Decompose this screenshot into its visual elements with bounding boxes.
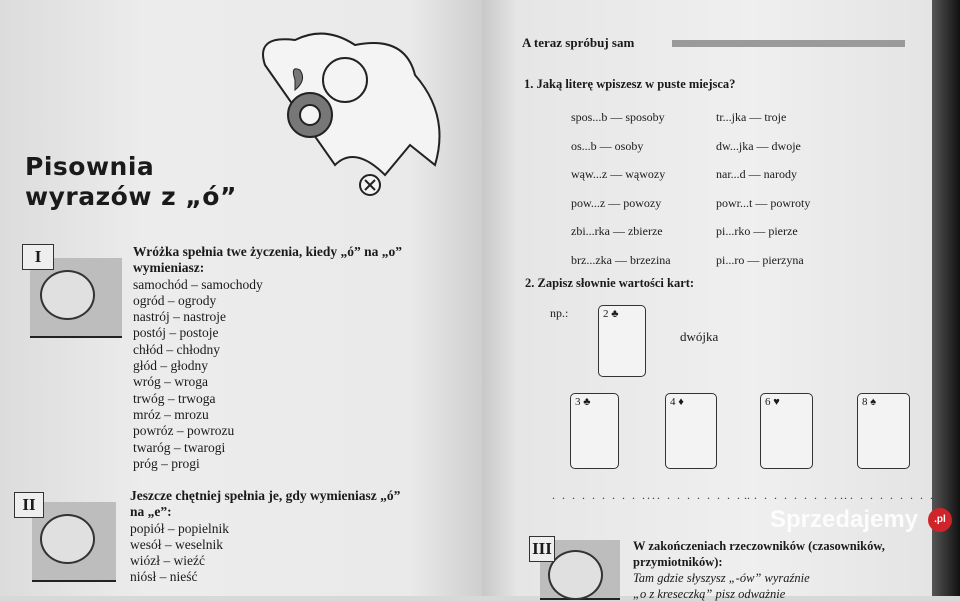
title-line: Pisownia xyxy=(25,152,155,181)
section-heading: Jeszcze chętniej spełnia je, gdy wymieniasz „ó” xyxy=(130,488,401,503)
rule-text: Tam gdzie słyszysz „-ów” wyraźnie xyxy=(633,571,810,585)
task-1-left-column xyxy=(571,103,671,274)
section-heading: W zakończeniach rzeczowników (czasowników, xyxy=(633,539,885,553)
section-1 xyxy=(133,244,478,472)
watermark-logo: Sprzedajemy xyxy=(770,506,919,533)
title-line: wyrazów z „ó” xyxy=(25,182,237,211)
page-title xyxy=(25,152,237,212)
book-edge xyxy=(932,0,960,596)
wizard-cartoon-illustration xyxy=(235,25,450,200)
word-pair: powróz – powrozu xyxy=(133,423,235,439)
header-bar xyxy=(672,40,905,47)
fill-in-item: powr...t — powroty xyxy=(716,195,811,210)
section-number-badge: III xyxy=(529,536,555,562)
playing-card: 3 ♣ xyxy=(570,393,619,469)
section-heading: na „e”: xyxy=(130,504,172,520)
section-number-badge: I xyxy=(22,244,54,270)
watermark-badge: .pl xyxy=(928,508,952,532)
word-pair: twaróg – twarogi xyxy=(133,439,226,455)
task-1-right-column xyxy=(716,103,810,274)
word-pair: ogród – ogrody xyxy=(133,292,217,308)
example-card: 2 ♣ xyxy=(598,305,646,377)
word-pair: głód – głodny xyxy=(133,358,209,374)
answer-blank: . . . . . . . . . . . xyxy=(744,488,849,502)
fill-in-item: pi...ro — pierzyna xyxy=(716,252,804,267)
word-pair: trwóg – trwoga xyxy=(133,390,216,406)
example-answer: dwójka xyxy=(680,329,719,344)
fill-in-item: brz...zka — brzezina xyxy=(571,252,671,267)
section-number-badge: II xyxy=(14,492,44,518)
left-page xyxy=(0,0,482,596)
fill-in-item: zbi...rka — zbierze xyxy=(571,224,663,238)
answer-blank: . . . . . . . . . . . xyxy=(552,488,657,502)
fill-in-item: spos...b — sposoby xyxy=(571,110,665,124)
fill-in-item: os...b — osoby xyxy=(571,138,644,153)
word-pair: wiózł – wieźć xyxy=(130,553,205,569)
example-label: np.: xyxy=(550,306,569,320)
word-pair: popiół – popielnik xyxy=(130,520,229,536)
fill-in-item: dw...jka — dwoje xyxy=(716,138,801,153)
section-3 xyxy=(633,538,931,602)
exercise-header: A teraz spróbuj sam xyxy=(522,35,635,50)
word-pair: samochód – samochody xyxy=(133,276,263,292)
playing-card: 6 ♥ xyxy=(760,393,813,469)
word-pair: nastrój – nastroje xyxy=(133,309,226,325)
section-heading: Wróżka spełnia twe życzenia, kiedy „ó” na „o” xyxy=(133,244,402,259)
answer-blank: . . . . . . . . . . . xyxy=(647,488,752,502)
playing-card: 8 ♠ xyxy=(857,393,910,469)
fill-in-item: nar...d — narody xyxy=(716,167,797,181)
teacher-illustration xyxy=(32,502,116,582)
rule-text: „o z kreseczką” pisz odważnie xyxy=(633,587,786,601)
task-2-question: 2. Zapisz słownie wartości kart: xyxy=(525,276,695,290)
word-pair: wróg – wroga xyxy=(133,374,208,390)
task-1-question: 1. Jaką literę wpiszesz w puste miejsca? xyxy=(524,77,736,91)
fill-in-item: pi...rko — pierze xyxy=(716,224,798,238)
word-pair: wesół – weselnik xyxy=(130,536,223,552)
word-pair: chłód – chłodny xyxy=(133,341,220,357)
fill-in-item: wąw...z — wąwozy xyxy=(571,167,666,181)
section-2 xyxy=(130,488,478,586)
fill-in-item: pow...z — powozy xyxy=(571,195,662,210)
fill-in-item: tr...jka — troje xyxy=(716,110,787,124)
teacher-illustration xyxy=(30,258,122,338)
answer-blank: . . . . . . . . . . xyxy=(840,488,935,502)
word-pair: niósł – nieść xyxy=(130,569,198,585)
word-pair: mróz – mrozu xyxy=(133,406,209,422)
word-pair: postój – postoje xyxy=(133,325,219,341)
section-heading: przymiotników): xyxy=(633,555,723,569)
playing-card: 4 ♦ xyxy=(665,393,717,469)
section-heading: wymieniasz: xyxy=(133,260,205,276)
word-pair: próg – progi xyxy=(133,455,200,471)
